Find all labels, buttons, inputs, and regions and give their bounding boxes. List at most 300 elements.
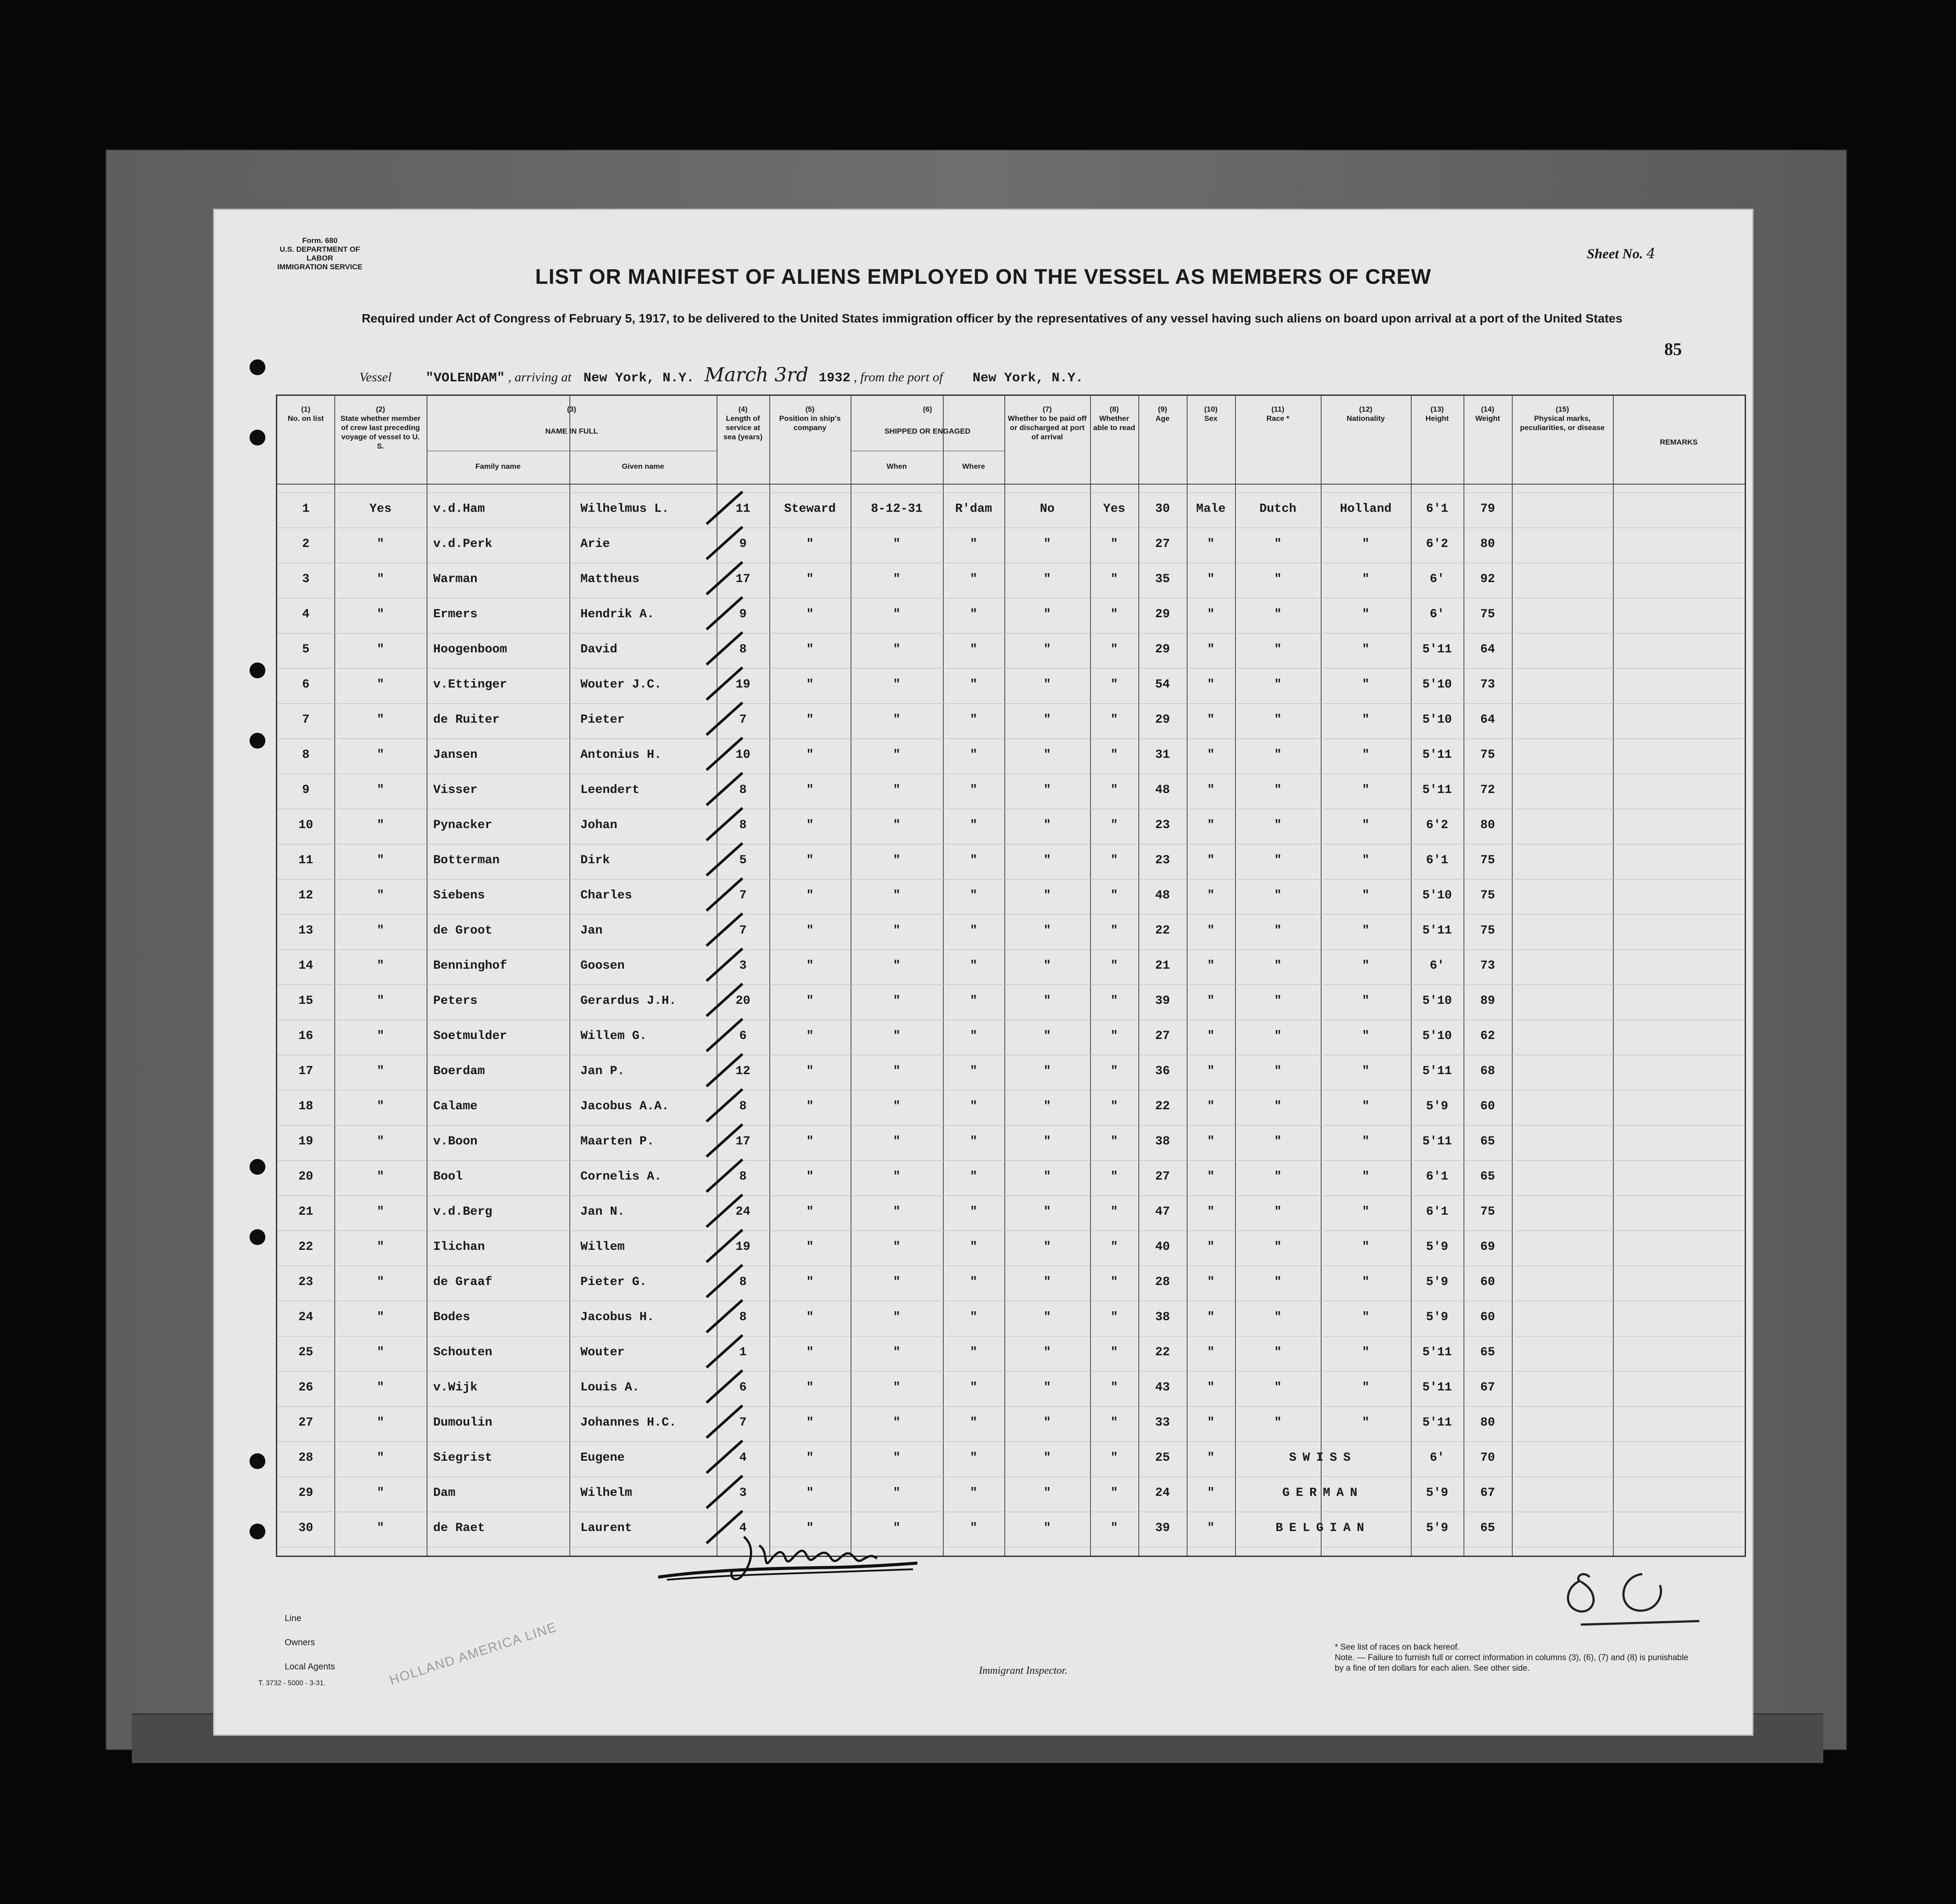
cell-paid: " xyxy=(1043,1451,1051,1465)
cell-race: BELGIAN xyxy=(1275,1521,1370,1535)
cell-read: " xyxy=(1110,1205,1118,1219)
cell-when: " xyxy=(893,1310,901,1324)
cell-height: 6'2 xyxy=(1426,818,1449,832)
cell-service: 5 xyxy=(739,854,747,867)
cell-family: Visser xyxy=(433,783,478,797)
cell-prev: " xyxy=(377,1381,384,1394)
cell-weight: 68 xyxy=(1480,1064,1495,1078)
cell-weight: 80 xyxy=(1480,818,1495,832)
cell-weight: 75 xyxy=(1480,889,1495,902)
cell-family: Botterman xyxy=(433,854,500,867)
cell-position: " xyxy=(806,1100,814,1113)
column-header xyxy=(1514,405,1610,432)
cell-prev: " xyxy=(377,1029,384,1043)
cell-given: Dirk xyxy=(580,854,610,867)
cell-age: 31 xyxy=(1155,748,1170,762)
cell-prev: " xyxy=(377,1486,384,1500)
cell-position: " xyxy=(806,1451,814,1465)
cell-nat: " xyxy=(1362,994,1369,1008)
cell-when: " xyxy=(893,959,901,973)
cell-nat: " xyxy=(1362,748,1369,762)
cell-age: 29 xyxy=(1155,608,1170,621)
cell-given: Willem G. xyxy=(580,1029,647,1043)
cell-no: 3 xyxy=(302,572,310,586)
cell-no: 26 xyxy=(298,1381,313,1394)
cell-prev: " xyxy=(377,1521,384,1535)
cell-prev: " xyxy=(377,678,384,691)
cell-race: Dutch xyxy=(1259,502,1297,516)
cell-service: 24 xyxy=(735,1205,750,1219)
cell-prev: " xyxy=(377,713,384,727)
vessel-line xyxy=(359,364,1083,386)
cell-prev: " xyxy=(377,1100,384,1113)
column-header xyxy=(1238,405,1318,423)
cell-race: " xyxy=(1274,1170,1282,1184)
cell-paid: " xyxy=(1043,572,1051,586)
cell-no: 10 xyxy=(298,818,313,832)
cell-family: Schouten xyxy=(433,1346,493,1359)
cell-position: " xyxy=(806,537,814,551)
column-number: (1) xyxy=(301,405,311,413)
cell-height: 6'1 xyxy=(1426,854,1449,867)
cell-sex: " xyxy=(1207,1346,1215,1359)
column-label: Nationality xyxy=(1347,414,1385,423)
cell-given: Cornelis A. xyxy=(580,1170,662,1184)
cell-height: 5'11 xyxy=(1422,1416,1452,1430)
cell-nat: " xyxy=(1362,818,1369,832)
crew-table xyxy=(276,395,1746,1557)
cell-prev: " xyxy=(377,1275,384,1289)
cell-where: " xyxy=(970,889,978,902)
cell-family: Siegrist xyxy=(433,1451,493,1465)
cell-race: " xyxy=(1274,537,1282,551)
cell-when: " xyxy=(893,1205,901,1219)
cell-no: 27 xyxy=(298,1416,313,1430)
cell-read: " xyxy=(1110,924,1118,938)
cell-service: 8 xyxy=(739,1310,747,1324)
cell-paid: " xyxy=(1043,1029,1051,1043)
cell-no: 14 xyxy=(298,959,313,973)
cell-no: 25 xyxy=(298,1346,313,1359)
cell-sex: " xyxy=(1207,959,1215,973)
cell-where: " xyxy=(970,994,978,1008)
cell-family: v.d.Berg xyxy=(433,1205,493,1219)
cell-race: " xyxy=(1274,713,1282,727)
cell-prev: " xyxy=(377,1240,384,1254)
cell-given: Eugene xyxy=(580,1451,625,1465)
column-number: (2) xyxy=(376,405,385,413)
cell-paid: " xyxy=(1043,713,1051,727)
cell-weight: 65 xyxy=(1480,1135,1495,1148)
manifest-sheet xyxy=(214,210,1752,1734)
sheet-label: Sheet No. xyxy=(1587,246,1643,261)
cell-position: " xyxy=(806,1029,814,1043)
cell-service: 4 xyxy=(739,1521,747,1535)
cell-nat: " xyxy=(1362,608,1369,621)
cell-nat: " xyxy=(1362,1346,1369,1359)
cell-no: 24 xyxy=(298,1310,313,1324)
column-header xyxy=(280,405,332,423)
cell-family: de Graaf xyxy=(433,1275,493,1289)
cell-position: " xyxy=(806,1064,814,1078)
cell-given: Laurent xyxy=(580,1521,632,1535)
cell-no: 20 xyxy=(298,1170,313,1184)
cell-no: 4 xyxy=(302,608,310,621)
cell-service: 1 xyxy=(739,1346,747,1359)
cell-paid: " xyxy=(1043,1310,1051,1324)
column-label: Age xyxy=(1155,414,1170,423)
column-sublabel: Where xyxy=(962,462,985,471)
cell-sex: " xyxy=(1207,537,1215,551)
cell-when: " xyxy=(893,1486,901,1500)
cell-weight: 75 xyxy=(1480,748,1495,762)
cell-prev: " xyxy=(377,1416,384,1430)
cell-read: " xyxy=(1110,1275,1118,1289)
cell-where: " xyxy=(970,537,978,551)
cell-nat: " xyxy=(1362,1205,1369,1219)
cell-nat: " xyxy=(1362,1064,1369,1078)
cell-family: v.d.Ham xyxy=(433,502,485,516)
cell-race: " xyxy=(1274,1100,1282,1113)
cell-height: 5'9 xyxy=(1426,1240,1449,1254)
cell-read: " xyxy=(1110,1170,1118,1184)
cell-prev: " xyxy=(377,1310,384,1324)
row-rule xyxy=(277,492,1745,493)
handwritten-annotation xyxy=(1554,1554,1713,1629)
cell-no: 5 xyxy=(302,643,310,656)
cell-prev: " xyxy=(377,1451,384,1465)
cell-family: Bool xyxy=(433,1170,463,1184)
cell-read: " xyxy=(1110,854,1118,867)
from-label: , from the port of xyxy=(854,370,943,384)
cell-weight: 80 xyxy=(1480,537,1495,551)
cell-given: Maarten P. xyxy=(580,1135,655,1148)
cell-nat: " xyxy=(1362,959,1369,973)
cell-given: Wilhelmus L. xyxy=(580,502,669,516)
cell-read: " xyxy=(1110,608,1118,621)
cell-position: " xyxy=(806,572,814,586)
cell-age: 36 xyxy=(1155,1064,1170,1078)
cell-family: Soetmulder xyxy=(433,1029,507,1043)
cell-family: de Raet xyxy=(433,1521,485,1535)
penalty-note: Note. — Failure to furnish full or correct information in columns (3), (6), (7) and (8) is punishable by a fine of ten dollars for each alien. See other side. xyxy=(1335,1653,1688,1673)
cell-where: " xyxy=(970,1451,978,1465)
column-number: (12) xyxy=(1359,405,1373,413)
cell-race: " xyxy=(1274,1029,1282,1043)
cell-family: Benninghof xyxy=(433,959,507,973)
cell-race: " xyxy=(1274,1310,1282,1324)
punch-hole xyxy=(250,733,265,749)
cell-age: 47 xyxy=(1155,1205,1170,1219)
cell-height: 5'10 xyxy=(1422,889,1452,902)
cell-where: " xyxy=(970,1100,978,1113)
cell-given: Pieter xyxy=(580,713,625,727)
cell-position: " xyxy=(806,1346,814,1359)
column-header xyxy=(1007,405,1087,442)
cell-paid: " xyxy=(1043,1416,1051,1430)
cell-height: 5'11 xyxy=(1422,924,1452,938)
cell-given: Willem xyxy=(580,1240,625,1254)
cell-given: David xyxy=(580,643,618,656)
cell-service: 8 xyxy=(739,643,747,656)
cell-when: " xyxy=(893,924,901,938)
cell-weight: 75 xyxy=(1480,854,1495,867)
cell-given: Wouter J.C. xyxy=(580,678,662,691)
cell-read: Yes xyxy=(1103,502,1126,516)
cell-when: " xyxy=(893,678,901,691)
punch-hole xyxy=(250,1453,265,1469)
cell-position: " xyxy=(806,1416,814,1430)
manifest-title: LIST OR MANIFEST OF ALIENS EMPLOYED ON THE VESSEL AS MEMBERS OF CREW xyxy=(535,265,1431,289)
cell-when: " xyxy=(893,1170,901,1184)
cell-read: " xyxy=(1110,572,1118,586)
vessel-label: Vessel xyxy=(359,370,392,384)
cell-where: " xyxy=(970,959,978,973)
cell-height: 5'11 xyxy=(1422,748,1452,762)
column-label: Whether able to read xyxy=(1093,414,1135,432)
column-label: Sex xyxy=(1204,414,1218,423)
cell-race: " xyxy=(1274,1346,1282,1359)
column-label: Whether to be paid off or discharged at port of arrival xyxy=(1007,414,1087,441)
cell-sex: " xyxy=(1207,608,1215,621)
cell-no: 13 xyxy=(298,924,313,938)
cell-race: " xyxy=(1274,1275,1282,1289)
cell-sex: " xyxy=(1207,1100,1215,1113)
cell-race: " xyxy=(1274,1240,1282,1254)
cell-paid: " xyxy=(1043,889,1051,902)
manifest-subtitle: Required under Act of Congress of February 5, 1917, to be delivered to the United States immigration officer by the representatives of any vessel having such aliens on board upon arrival at a port of the United States xyxy=(362,311,1623,325)
cell-weight: 73 xyxy=(1480,678,1495,691)
cell-nat: " xyxy=(1362,678,1369,691)
cell-nat: " xyxy=(1362,643,1369,656)
cell-sex: " xyxy=(1207,818,1215,832)
cell-service: 9 xyxy=(739,537,747,551)
row-rule xyxy=(277,949,1745,950)
cell-weight: 80 xyxy=(1480,1416,1495,1430)
cell-nat: " xyxy=(1362,1416,1369,1430)
cell-read: " xyxy=(1110,748,1118,762)
cell-nat: Holland xyxy=(1340,502,1392,516)
cell-paid: " xyxy=(1043,783,1051,797)
vessel-name: "VOLENDAM" xyxy=(425,371,505,386)
cell-age: 30 xyxy=(1155,502,1170,516)
cell-given: Jacobus A.A. xyxy=(580,1100,669,1113)
cell-position: " xyxy=(806,1135,814,1148)
cell-where: " xyxy=(970,818,978,832)
cell-age: 48 xyxy=(1155,889,1170,902)
cell-weight: 62 xyxy=(1480,1029,1495,1043)
cell-paid: " xyxy=(1043,818,1051,832)
company-stamp: HOLLAND AMERICA LINE xyxy=(388,1620,559,1688)
cell-position: " xyxy=(806,854,814,867)
cell-weight: 65 xyxy=(1480,1521,1495,1535)
cell-weight: 67 xyxy=(1480,1381,1495,1394)
cell-family: Boerdam xyxy=(433,1064,485,1078)
cell-race: " xyxy=(1274,608,1282,621)
cell-age: 27 xyxy=(1155,1170,1170,1184)
cell-nat: " xyxy=(1362,713,1369,727)
cell-family: Dam xyxy=(433,1486,456,1500)
cell-where: " xyxy=(970,1346,978,1359)
header-divider xyxy=(277,484,1745,485)
cell-paid: " xyxy=(1043,1100,1051,1113)
cell-sex: " xyxy=(1207,1064,1215,1078)
cell-prev: " xyxy=(377,889,384,902)
cell-age: 38 xyxy=(1155,1135,1170,1148)
column-number: (13) xyxy=(1430,405,1444,413)
cell-position: " xyxy=(806,889,814,902)
cell-nat: " xyxy=(1362,1135,1369,1148)
cell-read: " xyxy=(1110,1451,1118,1465)
cell-family: Ermers xyxy=(433,608,478,621)
cell-given: Charles xyxy=(580,889,632,902)
form-number: Form. 680 xyxy=(302,236,338,245)
cell-sex: " xyxy=(1207,854,1215,867)
cell-prev: " xyxy=(377,924,384,938)
cell-given: Arie xyxy=(580,537,610,551)
cell-when: " xyxy=(893,1275,901,1289)
cell-prev: " xyxy=(377,1205,384,1219)
column-header xyxy=(337,405,424,451)
cell-race: " xyxy=(1274,1064,1282,1078)
arriving-label: , arriving at xyxy=(508,370,572,384)
cell-sex: " xyxy=(1207,783,1215,797)
cell-sex: " xyxy=(1207,1275,1215,1289)
row-rule xyxy=(277,1441,1745,1442)
cell-when: " xyxy=(893,748,901,762)
cell-sex: " xyxy=(1207,643,1215,656)
cell-service: 8 xyxy=(739,1170,747,1184)
cell-weight: 73 xyxy=(1480,959,1495,973)
cell-service: 8 xyxy=(739,1100,747,1113)
cell-position: " xyxy=(806,1486,814,1500)
cell-age: 22 xyxy=(1155,1100,1170,1113)
cell-service: 20 xyxy=(735,994,750,1008)
cell-paid: " xyxy=(1043,1346,1051,1359)
cell-family: Warman xyxy=(433,572,478,586)
cell-when: " xyxy=(893,1451,901,1465)
punch-hole xyxy=(250,430,265,445)
cell-when: " xyxy=(893,1100,901,1113)
column-sublabel: When xyxy=(886,462,907,471)
cell-age: 24 xyxy=(1155,1486,1170,1500)
cell-height: 5'10 xyxy=(1422,678,1452,691)
cell-position: " xyxy=(806,678,814,691)
column-number: (8) xyxy=(1109,405,1119,413)
cell-paid: " xyxy=(1043,748,1051,762)
cell-height: 6'1 xyxy=(1426,502,1449,516)
column-number: (7) xyxy=(1043,405,1052,413)
cell-prev: " xyxy=(377,572,384,586)
cell-height: 5'9 xyxy=(1426,1486,1449,1500)
cell-age: 54 xyxy=(1155,678,1170,691)
cell-height: 6' xyxy=(1430,608,1445,621)
cell-given: Jacobus H. xyxy=(580,1310,655,1324)
cell-no: 11 xyxy=(298,854,313,867)
cell-race: " xyxy=(1274,783,1282,797)
column-header xyxy=(1093,405,1136,432)
cell-prev: " xyxy=(377,1170,384,1184)
cell-weight: 60 xyxy=(1480,1100,1495,1113)
cell-prev: " xyxy=(377,1064,384,1078)
cell-position: " xyxy=(806,783,814,797)
cell-where: " xyxy=(970,1486,978,1500)
column-label: Race * xyxy=(1266,414,1290,423)
cell-height: 6'1 xyxy=(1426,1170,1449,1184)
cell-age: 23 xyxy=(1155,854,1170,867)
cell-prev: " xyxy=(377,854,384,867)
cell-sex: " xyxy=(1207,1451,1215,1465)
cell-service: 8 xyxy=(739,1275,747,1289)
cell-race: " xyxy=(1274,818,1282,832)
cell-sex: " xyxy=(1207,1240,1215,1254)
cell-where: " xyxy=(970,1310,978,1324)
cell-family: Ilichan xyxy=(433,1240,485,1254)
cell-height: 5'11 xyxy=(1422,1064,1452,1078)
column-header xyxy=(772,405,848,432)
cell-age: 33 xyxy=(1155,1416,1170,1430)
cell-sex: " xyxy=(1207,1486,1215,1500)
row-rule xyxy=(277,879,1745,880)
cell-no: 7 xyxy=(302,713,310,727)
cell-where: " xyxy=(970,713,978,727)
cell-race: " xyxy=(1274,1205,1282,1219)
cell-height: 5'10 xyxy=(1422,1029,1452,1043)
cell-sex: Male xyxy=(1196,502,1226,516)
cell-given: Pieter G. xyxy=(580,1275,647,1289)
cell-race: " xyxy=(1274,572,1282,586)
cell-read: " xyxy=(1110,994,1118,1008)
cell-service: 19 xyxy=(735,1240,750,1254)
cell-nat: " xyxy=(1362,1170,1369,1184)
row-rule xyxy=(277,703,1745,704)
cell-family: Hoogenboom xyxy=(433,643,507,656)
cell-read: " xyxy=(1110,1029,1118,1043)
cell-service: 17 xyxy=(735,1135,750,1148)
cell-height: 5'9 xyxy=(1426,1100,1449,1113)
cell-when: " xyxy=(893,1135,901,1148)
cell-given: Antonius H. xyxy=(580,748,662,762)
cell-height: 6'2 xyxy=(1426,537,1449,551)
cell-sex: " xyxy=(1207,1416,1215,1430)
cell-no: 23 xyxy=(298,1275,313,1289)
column-sublabel: Family name xyxy=(475,462,521,471)
cell-nat: " xyxy=(1362,1029,1369,1043)
cell-paid: " xyxy=(1043,1135,1051,1148)
cell-paid: " xyxy=(1043,1521,1051,1535)
cell-sex: " xyxy=(1207,572,1215,586)
cell-no: 22 xyxy=(298,1240,313,1254)
cell-no: 2 xyxy=(302,537,310,551)
cell-given: Goosen xyxy=(580,959,625,973)
cell-paid: " xyxy=(1043,854,1051,867)
cell-age: 27 xyxy=(1155,1029,1170,1043)
cell-no: 29 xyxy=(298,1486,313,1500)
cell-where: R'dam xyxy=(955,502,992,516)
punch-hole xyxy=(250,662,265,678)
arriving-port: New York, N.Y. xyxy=(583,371,695,386)
column-number: (10) xyxy=(1204,405,1218,413)
cell-position: " xyxy=(806,818,814,832)
cell-family: Peters xyxy=(433,994,478,1008)
cell-service: 3 xyxy=(739,959,747,973)
column-label: No. on list xyxy=(287,414,324,423)
cell-height: 5'11 xyxy=(1422,643,1452,656)
column-label: Position in ship's company xyxy=(779,414,841,432)
cell-sex: " xyxy=(1207,1521,1215,1535)
cell-family: Pynacker xyxy=(433,818,493,832)
cell-read: " xyxy=(1110,1416,1118,1430)
